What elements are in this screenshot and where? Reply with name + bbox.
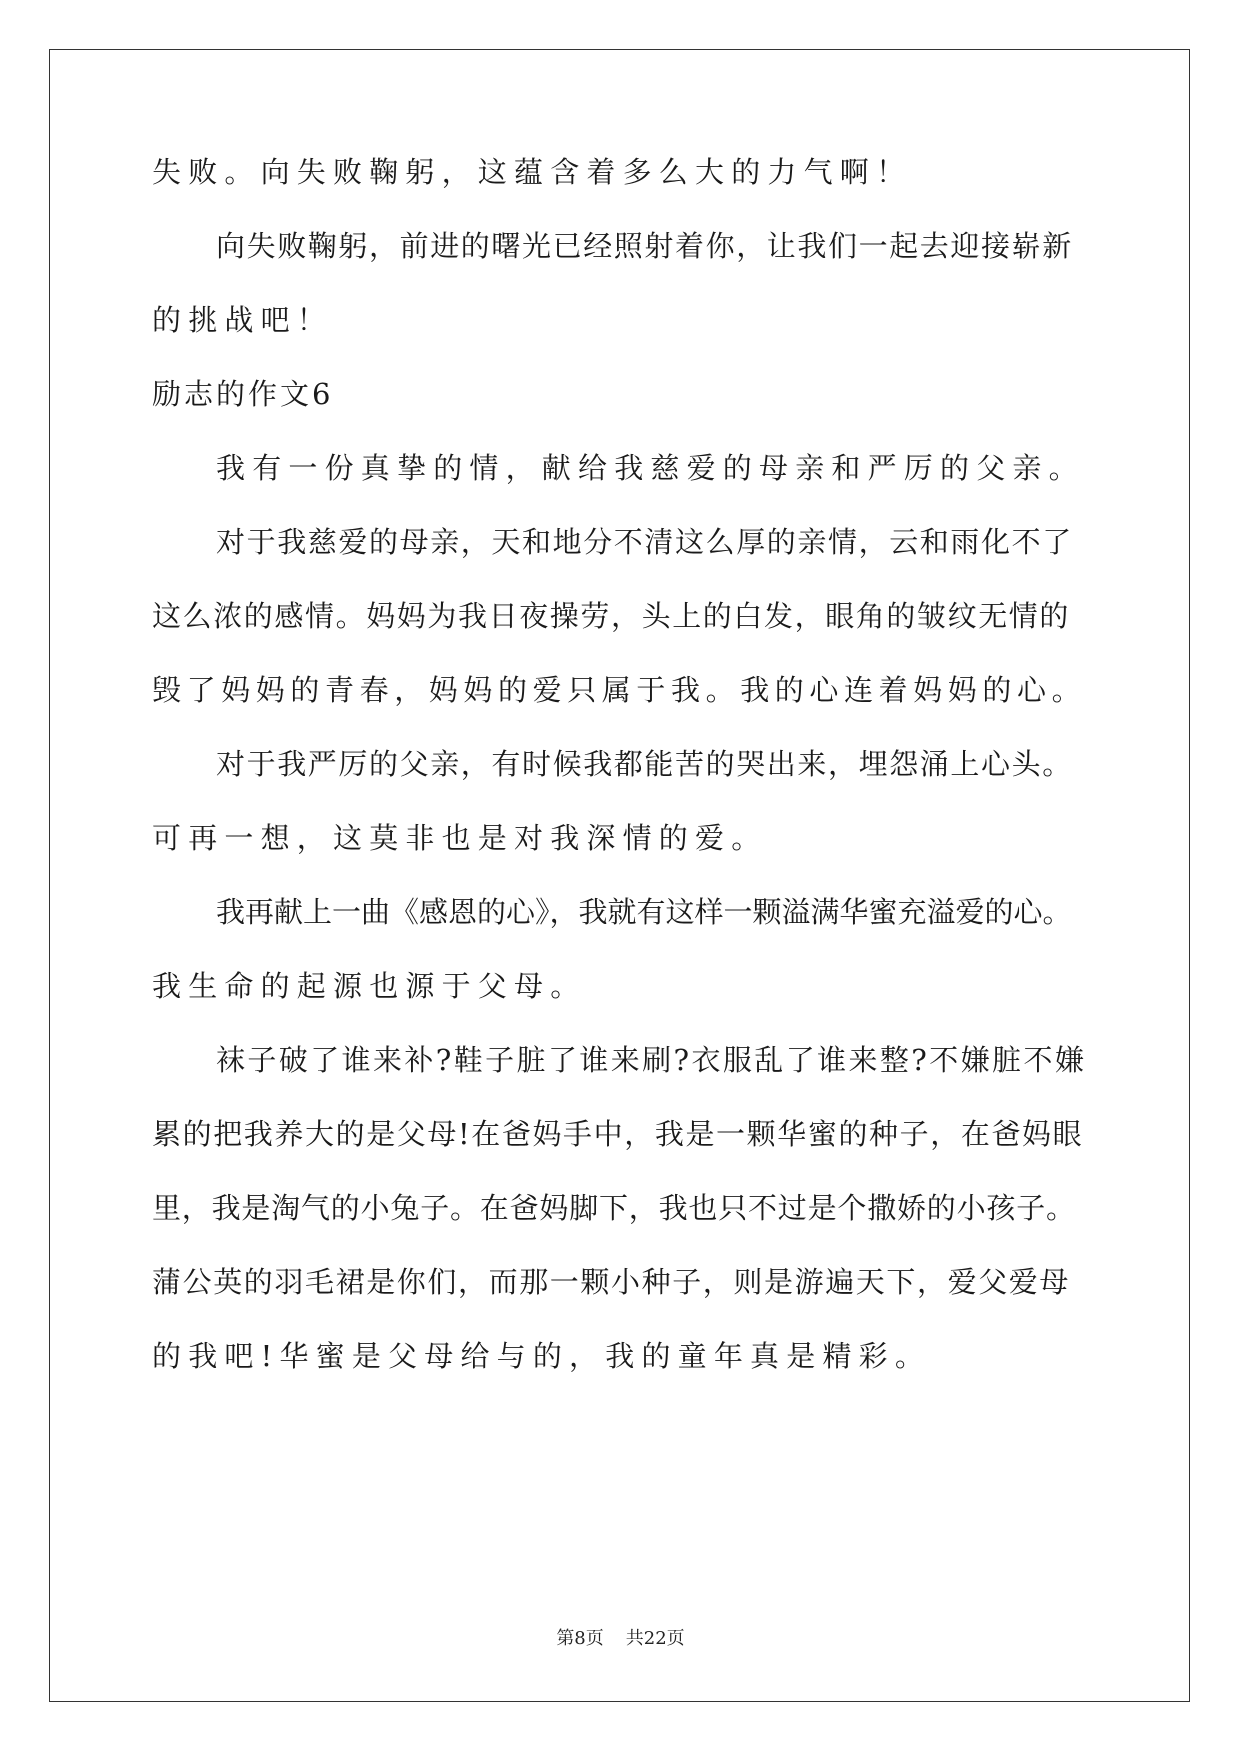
text-line: 这么浓的感情。妈妈为我日夜操劳，头上的白发，眼角的皱纹无情的 [152, 599, 1071, 633]
paragraph-first-line: 对于我严厉的父亲，有时候我都能苦的哭出来，埋怨涌上心头。 [216, 747, 1073, 781]
page-border [49, 49, 1190, 1702]
page-total: 共22页 [625, 1628, 685, 1649]
text-line: 我生命的起源也源于父母。 [152, 969, 587, 1003]
text-line: 里，我是淘气的小兔子。在爸妈脚下，我也只不过是个撒娇的小孩子。 [152, 1191, 1076, 1225]
text-line: 的我吧!华蜜是父母给与的，我的童年真是精彩。 [152, 1339, 932, 1373]
page-number: 第8页 [556, 1628, 604, 1649]
paragraph-first-line: 袜子破了谁来补?鞋子脏了谁来刷?衣服乱了谁来整?不嫌脏不嫌 [216, 1043, 1087, 1077]
text-line: 的挑战吧！ [152, 303, 334, 337]
paragraph-first-line: 向失败鞠躬，前进的曙光已经照射着你，让我们一起去迎接崭新 [216, 229, 1073, 263]
paragraph-first-line: 对于我慈爱的母亲，天和地分不清这么厚的亲情，云和雨化不了 [216, 525, 1073, 559]
paragraph-first-line: 我再献上一曲《感恩的心》，我就有这样一颗溢满华蜜充溢爱的心。 [216, 895, 1072, 929]
page-footer [0, 1627, 1241, 1651]
text-line: 失败。向失败鞠躬，这蕴含着多么大的力气啊！ [152, 155, 913, 189]
text-line: 累的把我养大的是父母!在爸妈手中，我是一颗华蜜的种子，在爸妈眼 [152, 1117, 1084, 1151]
text-line: 毁了妈妈的青春，妈妈的爱只属于我。我的心连着妈妈的心。 [152, 673, 1087, 707]
text-line: 蒲公英的羽毛裙是你们，而那一颗小种子，则是游遍天下，爱父爱母 [152, 1265, 1071, 1299]
paragraph-first-line: 我有一份真挚的情，献给我慈爱的母亲和严厉的父亲。 [216, 451, 1085, 485]
section-heading: 励志的作文6 [152, 377, 334, 411]
text-line: 可再一想，这莫非也是对我深情的爱。 [152, 821, 768, 855]
